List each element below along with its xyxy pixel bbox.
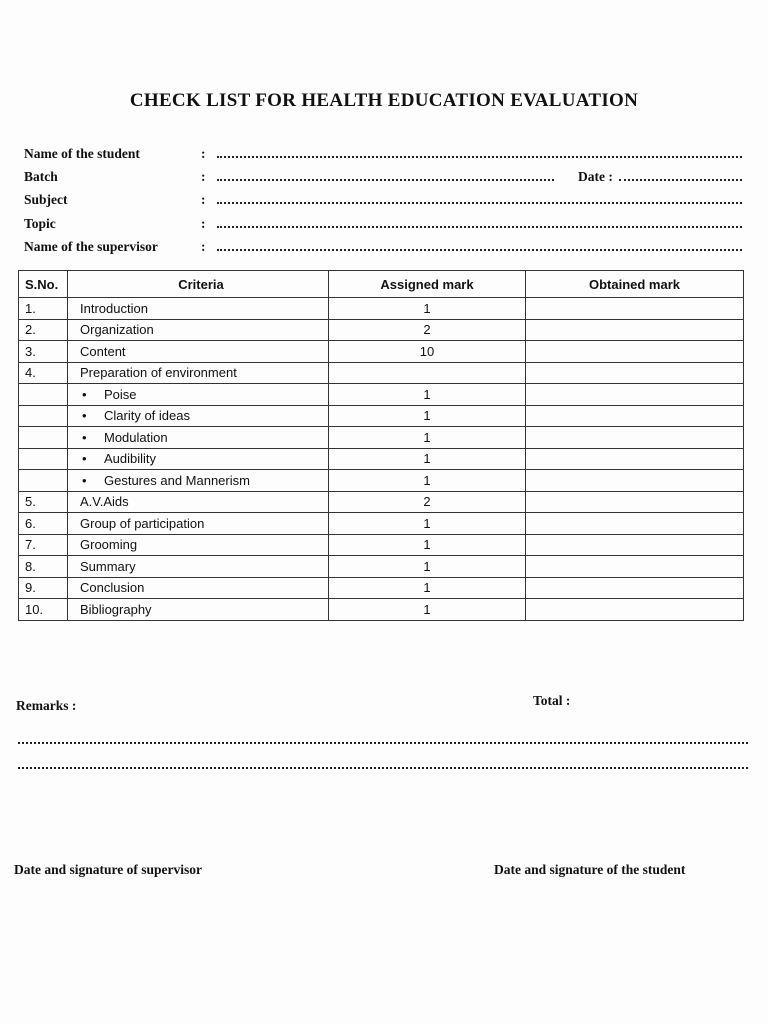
remarks-line-2[interactable]	[18, 767, 748, 769]
row-sno	[19, 405, 68, 427]
row-assigned-mark: 1	[329, 448, 526, 470]
col-header-criteria: Criteria	[68, 271, 329, 298]
row-assigned-mark: 1	[329, 513, 526, 535]
row-obtained-mark-cell[interactable]	[526, 556, 744, 578]
row-assigned-mark: 2	[329, 491, 526, 513]
table-row	[19, 298, 744, 320]
table-row	[19, 513, 744, 535]
col-header-sno: S.No.	[19, 271, 68, 298]
row-sno: 6.	[19, 513, 68, 535]
row-obtained-mark-cell[interactable]	[526, 491, 744, 513]
row-assigned-mark: 1	[329, 298, 526, 320]
row-assigned-mark: 1	[329, 556, 526, 578]
row-criteria-sub	[68, 470, 329, 492]
date-field[interactable]	[578, 169, 742, 185]
table-row	[19, 491, 744, 513]
row-sno	[19, 448, 68, 470]
row-sno: 2.	[19, 319, 68, 341]
row-obtained-mark-cell[interactable]	[526, 577, 744, 599]
row-criteria: Conclusion	[68, 577, 329, 599]
row-assigned-mark: 1	[329, 599, 526, 621]
row-obtained-mark-cell[interactable]	[526, 427, 744, 449]
row-assigned-mark: 1	[329, 427, 526, 449]
colon: :	[201, 216, 206, 231]
row-obtained-mark-cell[interactable]	[526, 298, 744, 320]
colon: :	[201, 169, 206, 184]
supervisor-name-field[interactable]	[24, 235, 742, 255]
row-assigned-mark: 2	[329, 319, 526, 341]
row-sno: 5.	[19, 491, 68, 513]
remarks-line-1[interactable]	[18, 742, 748, 744]
row-sno: 10.	[19, 599, 68, 621]
row-obtained-mark-cell[interactable]	[526, 341, 744, 363]
row-sno: 1.	[19, 298, 68, 320]
row-obtained-mark-cell[interactable]	[526, 470, 744, 492]
row-sno: 7.	[19, 534, 68, 556]
row-criteria: Bibliography	[68, 599, 329, 621]
colon: :	[201, 146, 206, 161]
col-header-obtained: Obtained mark	[526, 271, 744, 298]
student-name-line[interactable]	[217, 152, 742, 158]
bullet-icon: •	[82, 386, 87, 402]
row-obtained-mark-cell[interactable]	[526, 319, 744, 341]
row-criteria: Gestures and Mannerism	[104, 472, 250, 488]
student-name-label: Name of the student	[24, 146, 140, 161]
row-obtained-mark-cell[interactable]	[526, 405, 744, 427]
row-criteria-sub	[68, 448, 329, 470]
row-criteria: Summary	[68, 556, 329, 578]
form-title: CHECK LIST FOR HEALTH EDUCATION EVALUATION	[129, 90, 639, 111]
row-criteria: Introduction	[68, 298, 329, 320]
row-criteria: Content	[68, 341, 329, 363]
total-label: Total :	[533, 693, 571, 708]
table-row	[19, 577, 744, 599]
table-row	[19, 448, 744, 470]
subject-label: Subject	[24, 192, 68, 207]
colon: :	[201, 192, 206, 207]
bullet-icon: •	[82, 472, 87, 488]
row-criteria-sub	[68, 427, 329, 449]
row-sno	[19, 384, 68, 406]
row-assigned-mark: 1	[329, 577, 526, 599]
topic-label: Topic	[24, 216, 56, 231]
table-row	[19, 427, 744, 449]
date-line[interactable]	[619, 175, 742, 181]
table-row	[19, 599, 744, 621]
row-assigned-mark: 1	[329, 384, 526, 406]
bullet-icon: •	[82, 429, 87, 445]
row-criteria: Modulation	[104, 429, 168, 445]
batch-field[interactable]	[24, 165, 742, 185]
row-criteria: Preparation of environment	[68, 362, 329, 384]
student-signature-label: Date and signature of the student	[494, 862, 686, 877]
row-sno: 9.	[19, 577, 68, 599]
table-row	[19, 470, 744, 492]
row-criteria: Group of participation	[68, 513, 329, 535]
row-assigned-mark: 1	[329, 405, 526, 427]
col-header-assigned: Assigned mark	[329, 271, 526, 298]
row-criteria: A.V.Aids	[68, 491, 329, 513]
topic-field[interactable]	[24, 212, 742, 232]
date-label: Date :	[578, 169, 613, 184]
topic-line[interactable]	[217, 222, 742, 228]
supervisor-name-label: Name of the supervisor	[24, 239, 158, 254]
batch-label: Batch	[24, 169, 58, 184]
remarks-label: Remarks :	[16, 698, 77, 713]
row-obtained-mark-cell[interactable]	[526, 534, 744, 556]
student-name-field[interactable]	[24, 142, 742, 162]
row-sno: 4.	[19, 362, 68, 384]
supervisor-signature-label: Date and signature of supervisor	[14, 862, 203, 877]
row-sno: 3.	[19, 341, 68, 363]
supervisor-name-line[interactable]	[217, 245, 742, 251]
row-sno	[19, 470, 68, 492]
row-criteria: Poise	[104, 386, 137, 402]
row-criteria-sub	[68, 405, 329, 427]
batch-line[interactable]	[217, 175, 554, 181]
row-criteria: Organization	[68, 319, 329, 341]
table-row	[19, 556, 744, 578]
row-obtained-mark-cell[interactable]	[526, 384, 744, 406]
row-sno	[19, 427, 68, 449]
table-row	[19, 341, 744, 363]
row-obtained-mark-cell[interactable]	[526, 599, 744, 621]
table-header-row	[19, 271, 744, 298]
row-criteria-sub	[68, 384, 329, 406]
row-criteria: Audibility	[104, 451, 157, 467]
table-row	[19, 405, 744, 427]
bullet-icon: •	[82, 451, 87, 467]
row-criteria: Clarity of ideas	[104, 408, 190, 424]
row-assigned-mark	[329, 362, 526, 384]
row-obtained-mark-cell[interactable]	[526, 513, 744, 535]
table-row	[19, 384, 744, 406]
row-obtained-mark-cell[interactable]	[526, 362, 744, 384]
bullet-icon: •	[82, 408, 87, 424]
row-assigned-mark: 1	[329, 470, 526, 492]
row-assigned-mark: 1	[329, 534, 526, 556]
table-row	[19, 534, 744, 556]
subject-line[interactable]	[217, 198, 742, 204]
table-row	[19, 319, 744, 341]
table-row	[19, 362, 744, 384]
row-criteria: Grooming	[68, 534, 329, 556]
subject-field[interactable]	[24, 188, 742, 208]
criteria-table	[18, 270, 744, 621]
colon: :	[201, 239, 206, 254]
row-sno: 8.	[19, 556, 68, 578]
row-assigned-mark: 10	[329, 341, 526, 363]
row-obtained-mark-cell[interactable]	[526, 448, 744, 470]
